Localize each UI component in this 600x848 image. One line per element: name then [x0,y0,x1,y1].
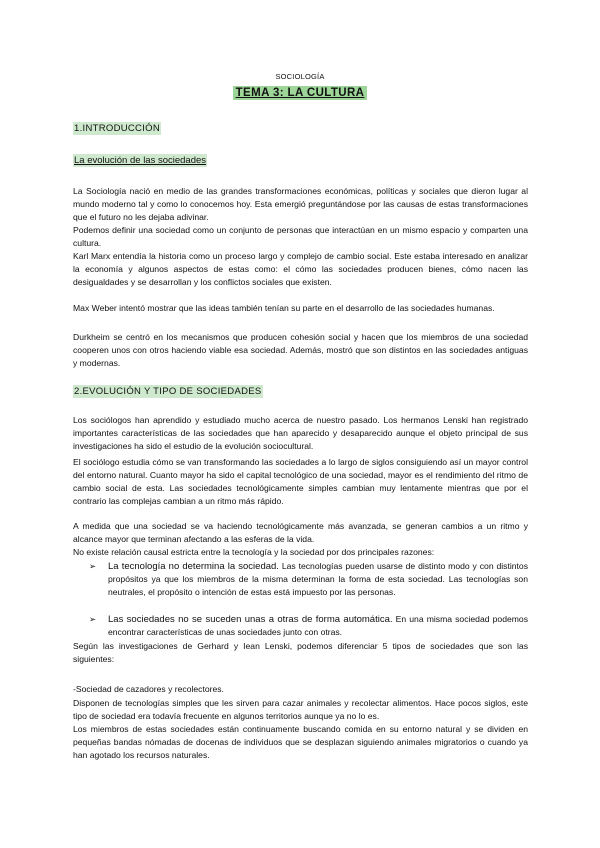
paragraph-max-weber: Max Weber intentó mostrar que las ideas también tenían su parte en el desarrollo de las sociedades humanas. [73,303,495,313]
paragraph-sociologos-lenski: Los sociólogos han aprendido y estudiado mucho acerca de nuestro pasado. Los hermanos Lenski han registrado importantes características de las sociedades que han aparecido y desaparecido aunque el objeto principal de sus investigaciones ha sido el estudio de la evolución sociocultural. [73,415,528,452]
paragraph-durkheim: Durkheim se centró en los mecanismos que producen cohesión social y hacen que los miembros de una sociedad cooperen unos con otros haciendo viable esa sociedad. Además, mostró que son distintos en las sociedades antiguas y modernas. [73,332,528,369]
section-heading-evolucion-tipo: 2.EVOLUCIÓN Y TIPO DE SOCIEDADES [74,386,262,397]
arrow-bullet-icon: ➢ [89,561,97,571]
paragraph-tecnologias-simples: Disponen de tecnologías simples que les sirven para cazar animales y recolectar alimentos. Hace pocos siglos, este tipo de sociedad era todavía frecuente en algunos territorios aunque ya no lo es. [73,698,528,722]
paragraph-tecnologia-avanzada: A medida que una sociedad se va haciendo tecnológicamente más avanzada, se generan cambios a un ritmo y alcance mayor que terminan afectando a las esferas de la vida. [73,521,528,545]
paragraph-karl-marx: Karl Marx entendía la historia como un proceso largo y complejo de cambio social. Este estaba interesado en analizar la economía y algunos aspectos de estas como: el cómo las sociedades producen bienes, cómo nacen las desigualdades y se desarrollan y los conflictos sociales que existen. [73,251,528,288]
bullet-body-text: Las tecnologías pueden usarse de distinto modo y con distintos propósitos ya que los miembros de la misma determinan la forma de esta sociedad. Las tecnologías son neutrales, el propósito o intención de estas está impuesto por las personas. [108,561,529,598]
paragraph-tipos-sociedades: Según las investigaciones de Gerhard y Iean Lenski, podemos diferenciar 5 tipos de sociedades que son las siguientes: [73,641,528,665]
page-title-text: TEMA 3: LA CULTURA [233,86,368,100]
subheading-evolucion-sociedades: La evolución de las sociedades [74,155,207,166]
paragraph-relacion-causal: No existe relación causal estricta entre la tecnología y la sociedad por dos principales razones: [73,547,435,557]
arrow-bullet-icon: ➢ [89,614,97,624]
subject-label: SOCIOLOGÍA [275,72,325,81]
paragraph-definicion-sociedad: Podemos definir una sociedad como un conjunto de personas que interactúan en un mismo espacio y comparten una cultura. [73,225,528,249]
bullet-lead-text: Las sociedades no se suceden unas a otras de forma automática. [108,614,393,625]
label-cazadores-recolectores: -Sociedad de cazadores y recolectores. [73,684,224,694]
paragraph-sociologia-origen: La Sociología nació en medio de las grandes transformaciones económicas, políticas y sociales que dieron lugar al mundo moderno tal y como lo conocemos hoy. Esta emergió preguntándose por las causas de estas transformaciones que el futuro no les dejaba adivinar. [73,186,528,223]
paragraph-sociologo-transformacion: El sociólogo estudia cómo se van transformando las sociedades a lo largo de siglos consiguiendo así un mayor control del entorno natural. Cuanto mayor ha sido el capital tecnológico de una sociedad, mayor es el rendimiento del ritmo de cambio social de esta. Las sociedades tecnológicamente simples cambian muy lentamente mientras que por el contrario las complejas cambian a un ritmo más rápido. [73,457,528,507]
section-heading-introduccion: 1.INTRODUCCIÓN [74,123,161,134]
paragraph-miembros-nomadas: Los miembros de estas sociedades están continuamente buscando comida en su entorno natural y se dividen en pequeñas bandas nómadas de docenas de individuos que se desplazan siguiendo animales migratorios o cuando ya han agotado los recursos naturales. [73,724,528,761]
bullet-item-sucesion [89,613,528,639]
page-title [0,83,600,101]
bullet-body-text: En una misma sociedad podemos encontrar características de unas sociedades junto con otras. [108,614,528,638]
bullet-lead-text: La tecnología no determina la sociedad. [108,561,279,572]
bullet-item-tecnologia [89,560,528,599]
